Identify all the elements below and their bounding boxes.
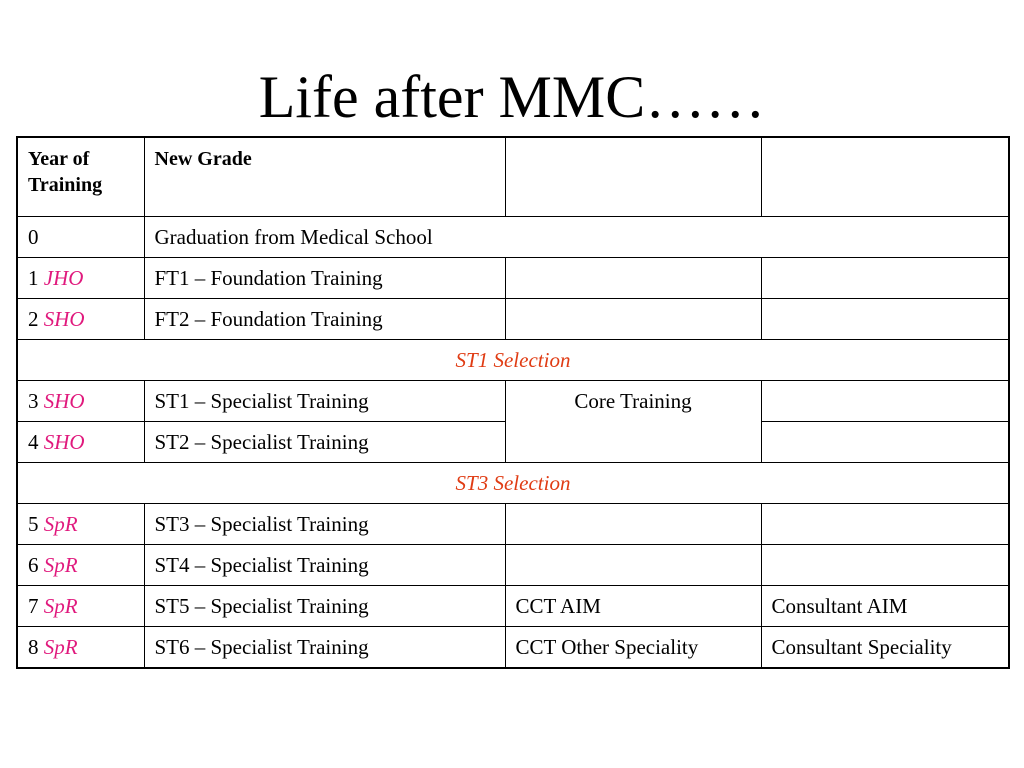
- col4-cell: [761, 504, 1009, 545]
- year-cell: [17, 299, 144, 340]
- selection-cell: [17, 340, 1009, 381]
- year-number: 1: [28, 266, 39, 290]
- table-row: [17, 627, 1009, 669]
- grade-tag: SpR: [43, 594, 78, 618]
- grade-tag: SHO: [43, 430, 85, 454]
- grade-cell: FT2 – Foundation Training: [144, 299, 505, 340]
- year-cell: [17, 381, 144, 422]
- header-row: [17, 137, 1009, 217]
- col4-cell: Consultant Speciality: [761, 627, 1009, 669]
- year-cell: [17, 422, 144, 463]
- year-cell: [17, 586, 144, 627]
- year-number: 4: [28, 430, 39, 454]
- year-number: 3: [28, 389, 39, 413]
- header-new-grade: New Grade: [144, 137, 505, 217]
- year-number: 7: [28, 594, 39, 618]
- year-cell: [17, 627, 144, 669]
- selection-row-st1: [17, 340, 1009, 381]
- year-number: 6: [28, 553, 39, 577]
- col3-cell: [505, 545, 761, 586]
- header-empty-col4: [761, 137, 1009, 217]
- st1-selection-label: ST1 Selection: [455, 348, 571, 372]
- col4-cell: [761, 545, 1009, 586]
- selection-cell: [17, 463, 1009, 504]
- year-cell: [17, 545, 144, 586]
- table-row: [17, 258, 1009, 299]
- col4-cell: Consultant AIM: [761, 586, 1009, 627]
- header-year-of-training: Year of Training: [17, 137, 144, 217]
- col3-cell: [505, 299, 761, 340]
- header-empty-col3: [505, 137, 761, 217]
- year-number: 2: [28, 307, 39, 331]
- core-training-cell: Core Training: [505, 381, 761, 463]
- col4-cell: [761, 299, 1009, 340]
- grade-cell: ST1 – Specialist Training: [144, 381, 505, 422]
- table-row: [17, 381, 1009, 422]
- col4-cell: [761, 422, 1009, 463]
- st3-selection-label: ST3 Selection: [455, 471, 571, 495]
- col4-cell: [761, 258, 1009, 299]
- grade-tag: SpR: [43, 635, 78, 659]
- table-row: [17, 299, 1009, 340]
- table-row-graduation: [17, 217, 1009, 258]
- training-table: [16, 136, 1010, 669]
- table-row: [17, 586, 1009, 627]
- grade-cell: ST2 – Specialist Training: [144, 422, 505, 463]
- grade-cell: FT1 – Foundation Training: [144, 258, 505, 299]
- slide-title: Life after MMC……: [258, 64, 766, 130]
- grade-tag: SpR: [43, 553, 78, 577]
- grade-tag: JHO: [43, 266, 84, 290]
- col3-cell: [505, 258, 761, 299]
- grade-tag: SHO: [43, 389, 85, 413]
- year-cell: 0: [17, 217, 144, 258]
- grade-cell: ST4 – Specialist Training: [144, 545, 505, 586]
- graduation-cell: Graduation from Medical School: [144, 217, 1009, 258]
- col3-cell: [505, 504, 761, 545]
- table-row: [17, 545, 1009, 586]
- year-cell: [17, 504, 144, 545]
- grade-tag: SHO: [43, 307, 85, 331]
- selection-row-st3: [17, 463, 1009, 504]
- grade-tag: SpR: [43, 512, 78, 536]
- col4-cell: [761, 381, 1009, 422]
- table-row: [17, 504, 1009, 545]
- year-number: 5: [28, 512, 39, 536]
- grade-cell: ST5 – Specialist Training: [144, 586, 505, 627]
- grade-cell: ST3 – Specialist Training: [144, 504, 505, 545]
- year-cell: [17, 258, 144, 299]
- col3-cell: CCT Other Speciality: [505, 627, 761, 669]
- grade-cell: ST6 – Specialist Training: [144, 627, 505, 669]
- year-number: 8: [28, 635, 39, 659]
- col3-cell: CCT AIM: [505, 586, 761, 627]
